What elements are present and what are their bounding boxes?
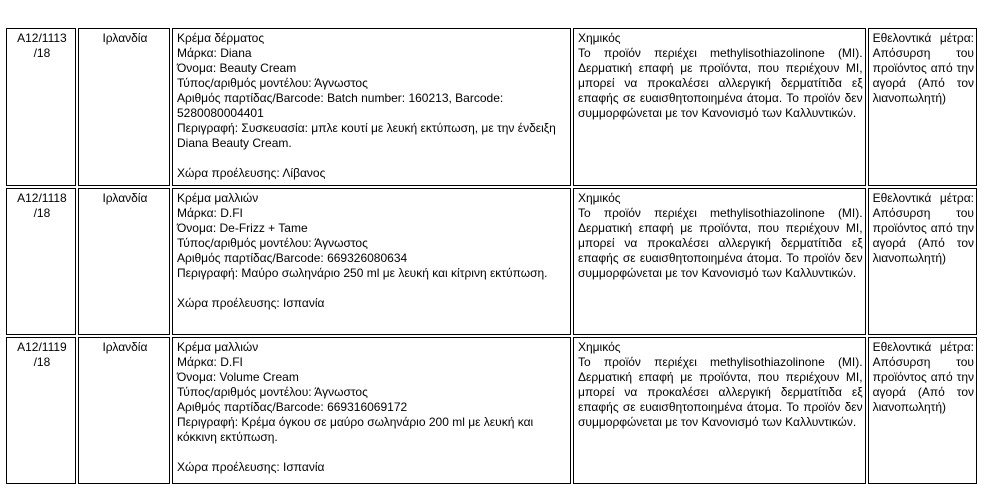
notifying-country — [78, 188, 170, 335]
product-description: Περιγραφή: Μαύρο σωληνάριο 250 ml με λευκή και κίτρινη εκτύπωση. — [177, 266, 548, 280]
product-brand: Μάρκα: D.FI — [177, 206, 243, 220]
product-origin: Χώρα προέλευσης: Λίβανος — [177, 166, 326, 180]
measures-text: Εθελοντικά μέτρα: Απόσυρση του προϊόντος από την αγορά (Από τον λιανοπωλητή) — [872, 31, 974, 105]
notification-code — [6, 188, 76, 335]
product-barcode: Αριθμός παρτίδας/Barcode: 669326080634 — [177, 251, 408, 265]
product-name: Όνομα: De-Frizz + Tame — [177, 221, 308, 235]
product-brand: Μάρκα: Diana — [177, 46, 252, 60]
notifying-country — [78, 28, 170, 186]
country-name: Ιρλανδία — [102, 340, 148, 354]
product-brand: Μάρκα: D.FI — [177, 355, 243, 369]
measures-text: Εθελοντικά μέτρα: Απόσυρση του προϊόντος από την αγορά (Από τον λιανοπωλητή) — [872, 340, 974, 414]
risk-type: Χημικός — [577, 31, 621, 45]
measures-taken — [868, 188, 977, 335]
table-row — [6, 28, 977, 186]
product-category: Κρέμα μαλλιών — [177, 340, 259, 354]
product-category: Κρέμα μαλλιών — [177, 191, 259, 205]
table-row — [6, 337, 977, 484]
notification-code-number: A12/1118 — [17, 191, 67, 205]
product-details — [172, 337, 571, 484]
product-description: Περιγραφή: Συσκευασία: μπλε κουτί με λευκή εκτύπωση, με την ένδειξη Diana Beauty Cream. — [177, 121, 556, 150]
product-model: Τύπος/αριθμός μοντέλου: Άγνωστος — [177, 76, 368, 90]
notification-code-year: /18 — [33, 206, 51, 220]
product-name: Όνομα: Beauty Cream — [177, 61, 297, 75]
risk-description: Το προϊόν περιέχει methylisothiazolinone (MI). Δερματική επαφή με προϊόντα, που περιέχουν MI, μπορεί να προκαλέσει αλλεργική δερματίτιδα εξ επαφής σε ευαισθητοποιημένα άτομα. Το προϊόν δεν συμμορφώνεται με τον Κανονισμό των Καλλυντικών. — [577, 46, 863, 120]
notification-code — [6, 337, 76, 484]
measures-taken — [868, 28, 977, 186]
product-details — [172, 188, 571, 335]
notification-code-year: /18 — [33, 355, 51, 369]
table-row — [6, 188, 977, 335]
notifications-table — [4, 26, 979, 486]
product-description: Περιγραφή: Κρέμα όγκου σε μαύρο σωληνάριο 200 ml με λευκή και κόκκινη εκτύπωση. — [177, 415, 534, 444]
risk-details — [573, 337, 866, 484]
measures-text: Εθελοντικά μέτρα: Απόσυρση του προϊόντος από την αγορά (Από τον λιανοπωλητή) — [872, 191, 974, 265]
risk-description: Το προϊόν περιέχει methylisothiazolinone (MI). Δερματική επαφή με προϊόντα, που περιέχουν MI, μπορεί να προκαλέσει αλλεργική δερματίτιδα εξ επαφής σε ευαισθητοποιημένα άτομα. Το προϊόν δεν συμμορφώνεται με τον Κανονισμό των Καλλυντικών. — [577, 355, 863, 429]
notification-code — [6, 28, 76, 186]
risk-details — [573, 188, 866, 335]
risk-description: Το προϊόν περιέχει methylisothiazolinone (MI). Δερματική επαφή με προϊόντα, που περιέχουν MI, μπορεί να προκαλέσει αλλεργική δερματίτιδα εξ επαφής σε ευαισθητοποιημένα άτομα. Το προϊόν δεν συμμορφώνεται με τον Κανονισμό των Καλλυντικών. — [577, 206, 863, 280]
notification-code-year: /18 — [33, 46, 51, 60]
notifying-country — [78, 337, 170, 484]
product-details — [172, 28, 571, 186]
country-name: Ιρλανδία — [102, 191, 148, 205]
product-origin: Χώρα προέλευσης: Ισπανία — [177, 296, 325, 310]
risk-details — [573, 28, 866, 186]
product-category: Κρέμα δέρματος — [177, 31, 265, 45]
product-origin: Χώρα προέλευσης: Ισπανία — [177, 460, 325, 474]
notification-code-number: A12/1113 — [17, 31, 67, 45]
product-barcode: Αριθμός παρτίδας/Barcode: Batch number: 160213, Barcode: 5280080004401 — [177, 91, 504, 120]
product-model: Τύπος/αριθμός μοντέλου: Άγνωστος — [177, 236, 368, 250]
risk-type: Χημικός — [577, 340, 621, 354]
measures-taken — [868, 337, 977, 484]
country-name: Ιρλανδία — [102, 31, 148, 45]
product-name: Όνομα: Volume Cream — [177, 370, 299, 384]
notification-code-number: A12/1119 — [17, 340, 67, 354]
product-barcode: Αριθμός παρτίδας/Barcode: 669316069172 — [177, 400, 408, 414]
risk-type: Χημικός — [577, 191, 621, 205]
product-model: Τύπος/αριθμός μοντέλου: Άγνωστος — [177, 385, 368, 399]
